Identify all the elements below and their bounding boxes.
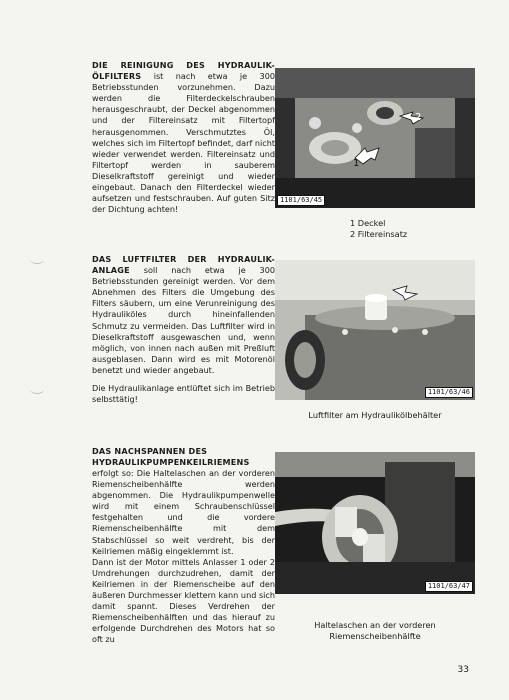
svg-text:1: 1: [353, 158, 360, 169]
caption-line: Riemenscheibenhälfte: [329, 631, 421, 641]
oil-filter-text: ist nach etwa je 300 Betriebsstunden vorzunehmen. Dazu werden die Filterdeckelschrauben herausgeschraubt, der Deckel abgenommen und der Filtereinsatz mit Filtertopf herausgenommen. Verschmutztes Öl, welches sich im Filtertopf befindet, darf nicht wieder verwendet werden. Filtereinsatz und Filtertopf werden in sauberem Dieselkraftstoff gereinigt und wieder eingebaut. Danach den Filterdeckel wieder aufsetzen und festschrauben. Auf guten Sitz der Dichtung achten!: [92, 71, 276, 215]
photo-v-belt: [275, 452, 475, 594]
air-filter-heading: DAS LUFTFILTER DER HYDRAULIK-ANLAGE: [92, 254, 275, 276]
photo-number-label: 1101/63/47: [425, 581, 473, 592]
binding-hole-mark: [30, 385, 44, 394]
v-belt-text: erfolgt so: Die Haltelaschen an der vorderen Riemenscheibenhälfte werden abgenommen. Die Hydraulikpumpenwelle wird mit einem Schraubenschlüssel festgehalten und die vordere Riemenscheibenhälfte mit dem Stabschlüssel so weit verdreht, bis der Keilriemen mäßig eingeklemmt ist.: [92, 468, 275, 556]
caption-line: Haltelaschen an der vorderen: [314, 620, 436, 630]
oil-filter-photo-illustration: [275, 68, 475, 208]
section-v-belt: [92, 446, 275, 646]
caption-line: 1 Deckel: [350, 218, 386, 228]
caption-line: 2 Filtereinsatz: [350, 229, 408, 239]
photo-air-filter: [275, 260, 475, 400]
v-belt-heading-line: HYDRAULIKPUMPENKEILRIEMENS: [92, 457, 250, 467]
air-filter-paragraph: [92, 254, 275, 376]
v-belt-heading: [92, 446, 275, 468]
section-oil-filter: [92, 60, 275, 215]
page-number: 33: [457, 665, 469, 675]
oil-filter-caption: [350, 218, 407, 240]
section-air-filter: [92, 254, 275, 405]
air-filter-caption: Luftfilter am Hydraulikölbehälter: [308, 410, 442, 420]
air-filter-photo-illustration: [275, 260, 475, 400]
v-belt-caption: [275, 620, 475, 642]
v-belt-heading-line: DAS NACHSPANNEN DES: [92, 446, 208, 456]
air-filter-note: Die Hydraulikanlage entlüftet sich im Betrieb selbsttätig!: [92, 383, 275, 405]
oil-filter-heading: DIE REINIGUNG DES HYDRAULIK-ÖLFILTERS: [92, 60, 275, 82]
photo-number-label: 1101/63/45: [277, 195, 325, 206]
v-belt-photo-illustration: [275, 452, 475, 594]
v-belt-text-continued: Dann ist der Motor mittels Anlasser 1 oder 2 Umdrehungen durchzudrehen, damit der Keilriemen in der Riemenscheibe auf den äußeren Durchmesser klettern kann und sich damit spannt. Dieses Verdrehen der Riemenscheibenhälften und das hierauf zu erfolgende Durchdrehen des Motors hat so oft zu: [92, 556, 275, 645]
svg-text:2: 2: [415, 112, 422, 123]
air-filter-text: soll nach etwa je 300 Betriebsstunden gereinigt werden. Vor dem Abnehmen des Filters die Umgebung des Filters säubern, um eine Verunreinigung des Hydrauliköles durch hineinfallenden Schmutz zu vermeiden. Das Luftfilter wird in Dieselkraftstoff ausgewaschen und, wenn möglich, von innen nach außen mit Preßluft ausgeblasen. Dann wird es mit Motorenöl benetzt und wieder angebaut.: [92, 265, 275, 375]
binding-hole-mark: [30, 255, 44, 264]
photo-oil-filter: [275, 68, 475, 208]
oil-filter-paragraph: [92, 60, 275, 215]
photo-number-label: 1101/63/46: [425, 387, 473, 398]
